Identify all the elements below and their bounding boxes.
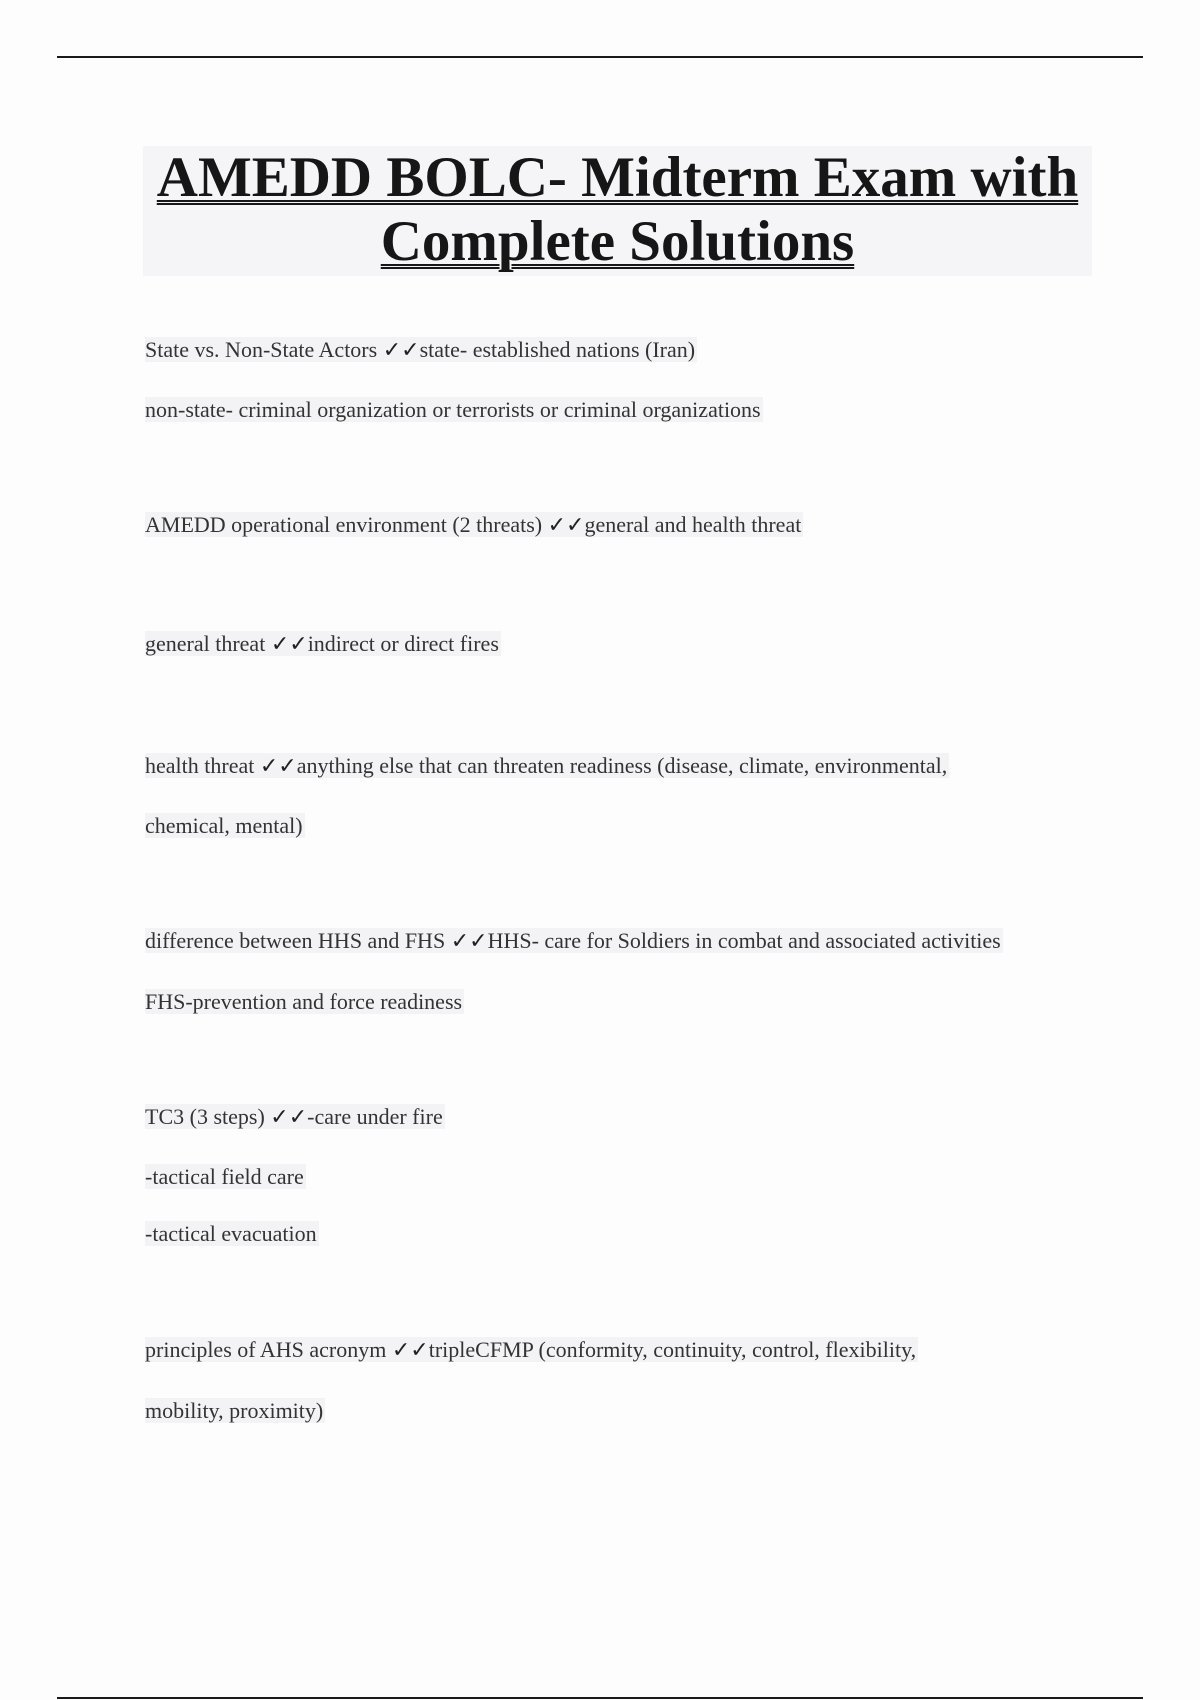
double-check-icon: ✓✓	[391, 1337, 429, 1362]
double-check-icon: ✓✓	[450, 928, 488, 953]
qa-item-operational-environment	[145, 510, 803, 540]
header-rule	[57, 56, 1143, 58]
question-text: TC3 (3 steps)	[145, 1104, 271, 1129]
answer-text: tripleCFMP (conformity, continuity, control, flexibility,	[428, 1337, 917, 1362]
title-line-1: AMEDD BOLC- Midterm Exam with	[156, 146, 1079, 209]
question-text: State vs. Non-State Actors	[145, 337, 383, 362]
qa-item-hhs-fhs	[145, 926, 1003, 956]
question-text: health threat	[145, 753, 260, 778]
document-title	[143, 146, 1092, 276]
answer-continuation: chemical, mental)	[145, 813, 303, 838]
answer-continuation: FHS-prevention and force readiness	[145, 989, 463, 1014]
qa-item-tc3	[145, 1102, 445, 1132]
answer-continuation: -tactical evacuation	[145, 1221, 317, 1246]
question-text: AMEDD operational environment (2 threats)	[145, 512, 548, 537]
answer-continuation: -tactical field care	[145, 1164, 304, 1189]
answer-text: indirect or direct fires	[307, 631, 499, 656]
double-check-icon: ✓✓	[270, 1104, 308, 1129]
answer-text: state- established nations (Iran)	[419, 337, 696, 362]
qa-item-state-actors	[145, 335, 697, 365]
qa-item-ahs-principles	[145, 1335, 918, 1365]
double-check-icon: ✓✓	[259, 753, 297, 778]
double-check-icon: ✓✓	[547, 512, 585, 537]
question-text: general threat	[145, 631, 271, 656]
answer-continuation: non-state- criminal organization or terrorists or criminal organizations	[145, 397, 761, 422]
title-line-2: Complete Solutions	[380, 210, 855, 273]
question-text: principles of AHS acronym	[145, 1337, 392, 1362]
answer-text: -care under fire	[307, 1104, 443, 1129]
answer-text: general and health threat	[584, 512, 802, 537]
qa-item-health-threat	[145, 751, 949, 781]
answer-continuation: mobility, proximity)	[145, 1398, 324, 1423]
double-check-icon: ✓✓	[270, 631, 308, 656]
answer-text: anything else that can threaten readiness (disease, climate, environmental,	[296, 753, 948, 778]
qa-item-general-threat	[145, 629, 501, 659]
answer-text: HHS- care for Soldiers in combat and associated activities	[487, 928, 1001, 953]
footer-rule	[57, 1697, 1143, 1699]
question-text: difference between HHS and FHS	[145, 928, 451, 953]
double-check-icon: ✓✓	[382, 337, 420, 362]
